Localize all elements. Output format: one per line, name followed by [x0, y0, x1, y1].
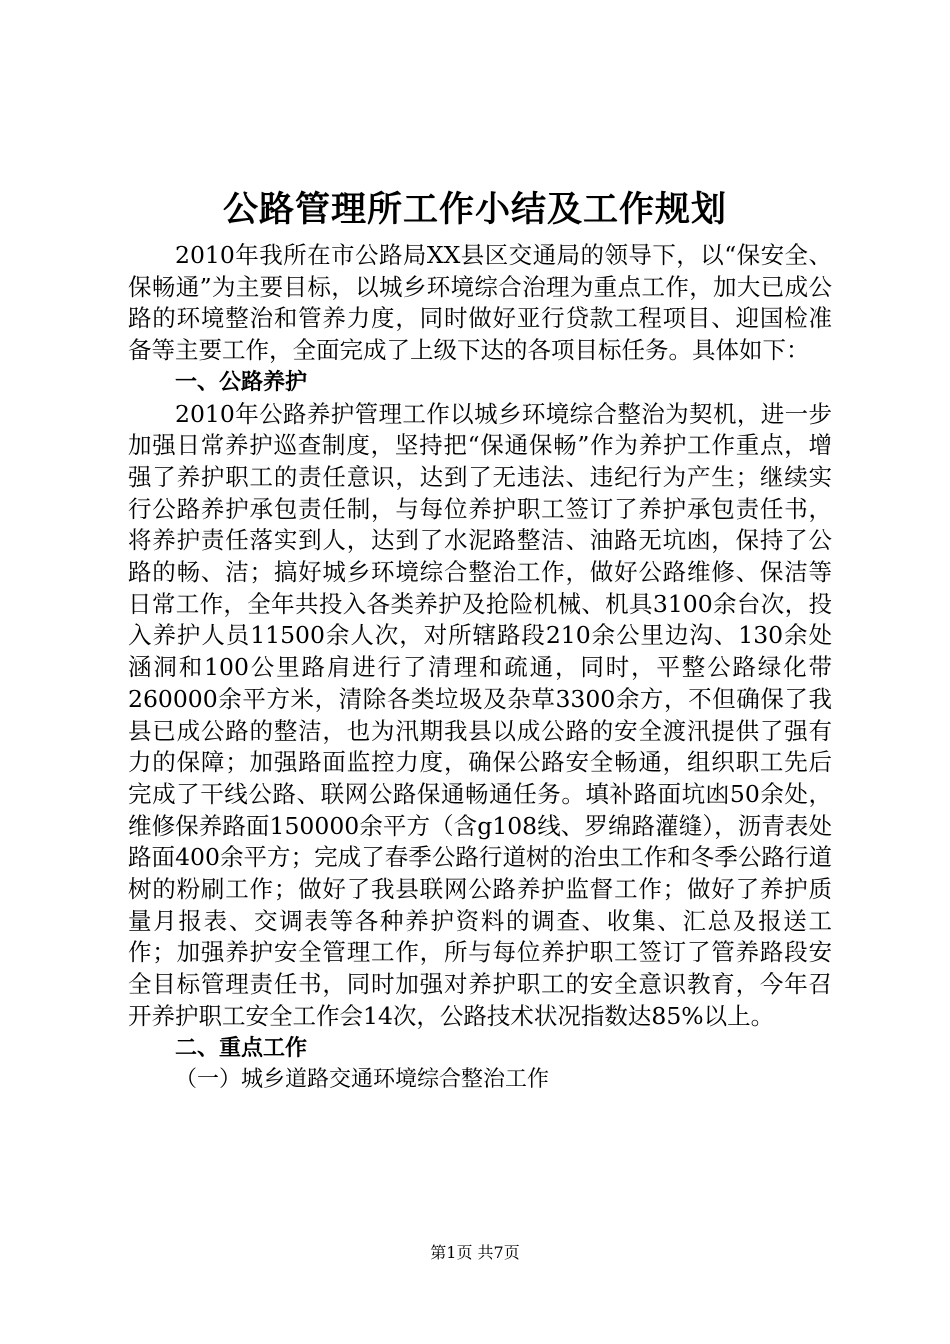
subsection-heading-environment: （一）城乡道路交通环境综合整治工作	[175, 1067, 550, 1093]
road-maintenance-paragraph: 2010年公路养护管理工作以城乡环境综合整治为契机，进一步加强日常养护巡查制度，坚持把“保通保畅”作为养护工作重点，增强了养护职工的责任意识，达到了无违法、违纪行为产生；继续实行公路养护承包责任制，与每位养护职工签订了养护承包责任书，将养护责任落实到人，达到了水泥路整洁、油路无坑凼，保持了公路的畅、洁；搞好城乡环境综合整治工作，做好公路维修、保洁等日常工作，全年共投入各类养护及抢险机械、机具3100余台次，投入养护人员11500余人次，对所辖路段210余公里边沟、130余处涵洞和100公里路肩进行了清理和疏通，同时，平整公路绿化带260000余平方米，清除各类垃圾及杂草3300余方，不但确保了我县已成公路的整洁，也为汛期我县以成公路的安全渡汛提供了强有力的保障；加强路面监控力度，确保公路安全畅通，组织职工先后完成了干线公路、联网公路保通畅通任务。填补路面坑凼50余处，维修保养路面150000余平方（含g108线、罗绵路灌缝），沥青表处路面400余平方；完成了春季公路行道树的治虫工作和冬季公路行道树的粉刷工作；做好了我县联网公路养护监督工作；做好了养护质量月报表、交调表等各种养护资料的调查、收集、汇总及报送工作；加强养护安全管理工作，所与每位养护职工签订了管养路段安全目标管理责任书，同时加强对养护职工的安全意识教育，今年召开养护职工安全工作会14次，公路技术状况指数达85%以上。	[128, 399, 832, 1030]
document-title: 公路管理所工作小结及工作规划	[222, 190, 727, 230]
intro-paragraph: 2010年我所在市公路局XX县区交通局的领导下，以“保安全、保畅通”为主要目标，以城乡环境综合治理为重点工作，加大已成公路的环境整治和管养力度，同时做好亚行贷款工程项目、迎国检准备等主要工作，全面完成了上级下达的各项目标任务。具体如下：	[128, 241, 832, 365]
section-heading-key-work: 二、重点工作	[175, 1035, 308, 1061]
section-heading-road-maintenance: 一、公路养护	[175, 369, 308, 395]
page-footer: 第1页 共7页	[430, 1243, 520, 1262]
document-body	[128, 240, 832, 1096]
